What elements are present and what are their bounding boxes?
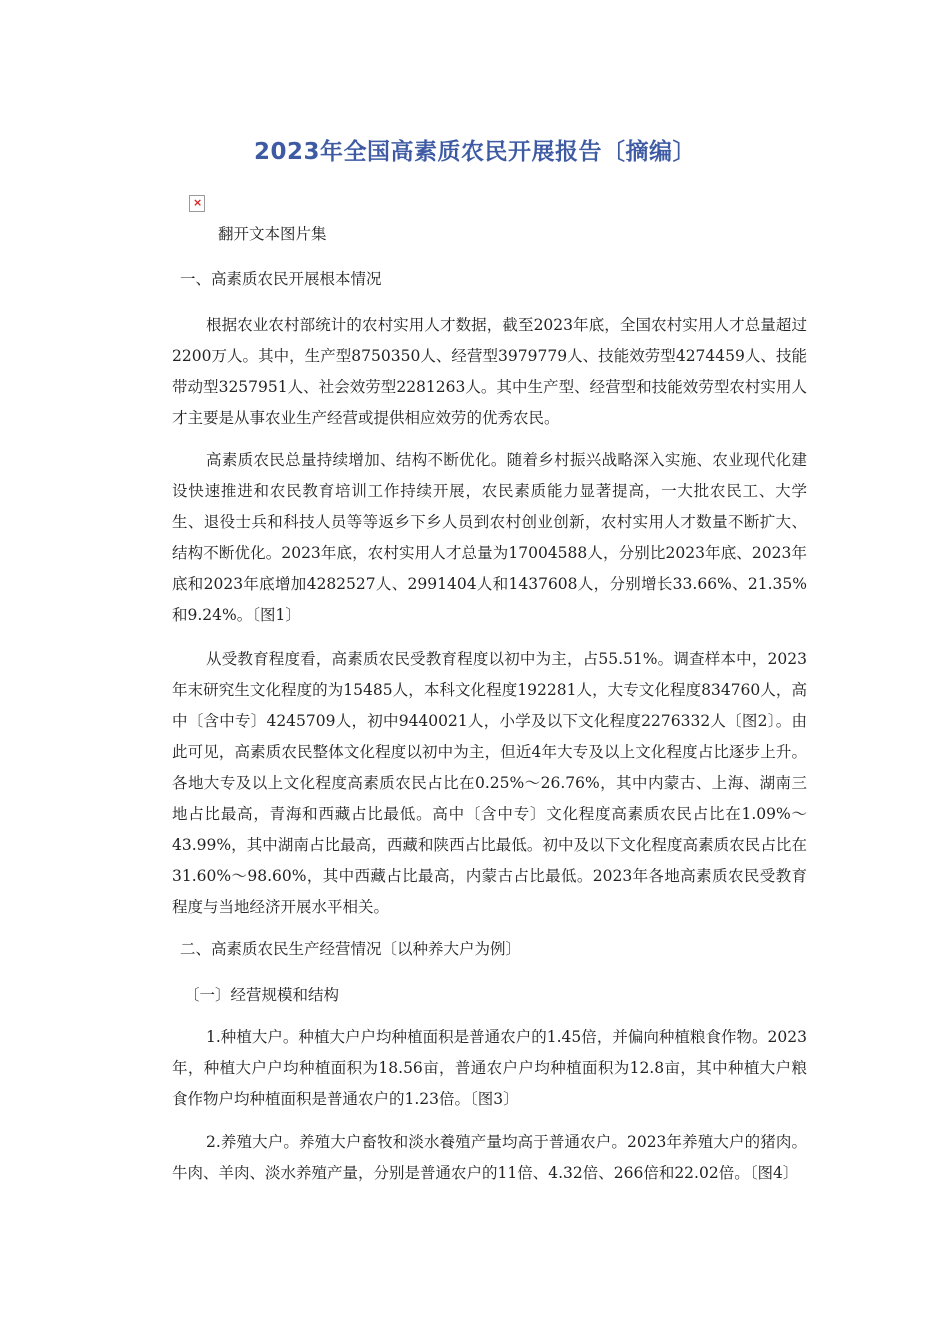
paragraph-2: 高素质农民总量持续增加、结构不断优化。随着乡村振兴战略深入实施、农业现代化建设快速推进和农民教育培训工作持续开展，农民素质能力显著提高，一大批农民工、大学生、退役士兵和科技人员等等返乡下乡人员到农村创业创新，农村实用人才数量不断扩大、结构不断优化。2023年底，农村实用人才总量为17004588人，分别比2023年底、2023年底和2023年底增加4282527人、2991404人和1437608人，分别增长33.66%、21.35%和9.24%。〔图1〕 [172, 451, 807, 624]
document-title: 2023年全国高素质农民开展报告〔摘编〕 [253, 139, 696, 165]
section-heading-2: 二、高素质农民生产经营情况〔以种养大户为例〕 [180, 940, 522, 958]
broken-image-icon: × [189, 195, 205, 212]
paragraph-5: 2.养殖大户。养殖大户畜牧和淡水養殖产量均高于普通农户。2023年养殖大户的猪肉。牛肉、羊肉、淡水养殖产量，分别是普通农户的11倍、4.32倍、266倍和22.02倍。〔图4〕 [172, 1133, 807, 1182]
paragraph-4: 1.种植大户。种植大户户均种植面积是普通农户的1.45倍，并偏向种植粮食作物。2023年，种植大户户均种植面积为18.56亩，普通农户户均种植面积为12.8亩，其中种植大户粮食作物户均种植面积是普通农户的1.23倍。〔图3〕 [172, 1028, 807, 1108]
subsection-heading-1: 〔一〕经营规模和结构 [184, 986, 340, 1004]
image-caption[interactable]: 翻开文本图片集 [218, 225, 327, 243]
paragraph-1: 根据农业农村部统计的农村实用人才数据，截至2023年底，全国农村实用人才总量超过2200万人。其中，生产型8750350人、经营型3979779人、技能效劳型4274459人、技能带动型3257951人、社会效劳型2281263人。其中生产型、经营型和技能效劳型农村实用人才主要是从事农业生产经营或提供相应效劳的优秀农民。 [172, 316, 807, 427]
paragraph-3: 从受教育程度看，高素质农民受教育程度以初中为主，占55.51%。调查样本中，2023年末研究生文化程度的为15485人，本科文化程度192281人，大专文化程度834760人，高中〔含中专〕4245709人，初中9440021人，小学及以下文化程度2276332人〔图2〕。由此可见，高素质农民整体文化程度以初中为主，但近4年大专及以上文化程度占比逐步上升。各地大专及以上文化程度高素质农民占比在0.25%～26.76%，其中内蒙古、上海、湖南三地占比最高，青海和西藏占比最低。高中〔含中专〕文化程度高素质农民占比在1.09%～43.99%，其中湖南占比最高，西藏和陕西占比最低。初中及以下文化程度高素质农民占比在31.60%～98.60%，其中西藏占比最高，内蒙古占比最低。2023年各地高素质农民受教育程度与当地经济开展水平相关。 [172, 650, 807, 916]
section-heading-1: 一、高素质农民开展根本情况 [180, 270, 382, 288]
